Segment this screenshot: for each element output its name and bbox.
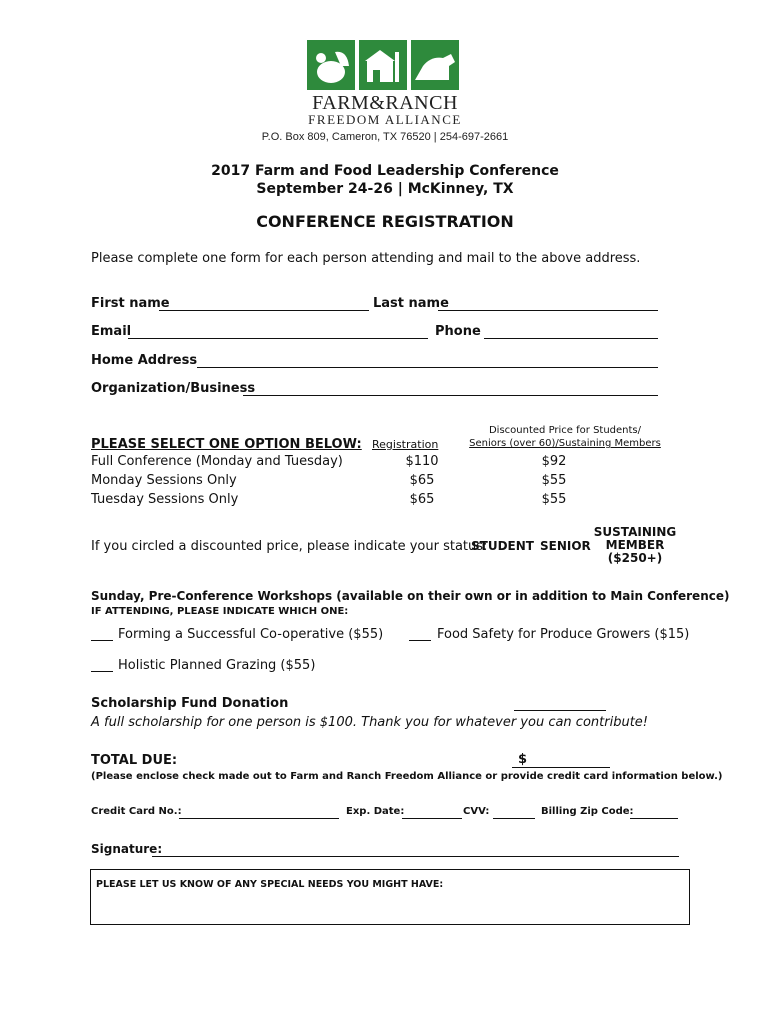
org-address: P.O. Box 809, Cameron, TX 76520 | 254-697-2661 [261,131,509,143]
logo-wordmark: FARM&RANCH [312,92,458,114]
option-discount-price[interactable]: $55 [541,473,567,488]
options-heading: PLEASE SELECT ONE OPTION BELOW: [91,437,362,452]
status-senior[interactable]: SENIOR [540,539,591,553]
cvv-field[interactable] [493,818,535,819]
exp-date-field[interactable] [402,818,462,819]
organization-label: Organization/Business [91,381,256,396]
card-number-field[interactable] [179,818,339,819]
option-price[interactable]: $65 [409,473,435,488]
status-prompt: If you circled a discounted price, please indicate your status: [91,539,488,554]
billing-zip-field[interactable] [630,818,678,819]
workshops-heading [91,589,729,603]
workshops-subheading: IF ATTENDING, PLEASE INDICATE WHICH ONE: [91,606,349,617]
card-number-label: Credit Card No.: [91,806,182,817]
option-discount-price[interactable]: $92 [541,454,567,469]
signature-label: Signature: [91,842,163,856]
special-needs-label: PLEASE LET US KNOW OF ANY SPECIAL NEEDS YOU MIGHT HAVE: [96,879,444,890]
sustaining-line: SUSTAINING [593,525,677,539]
first-name-label: First name [91,296,170,311]
total-note: (Please enclose check made out to Farm and Ranch Freedom Alliance or provide credit card information below.) [91,771,723,782]
cvv-label: CVV: [463,806,490,817]
option-price[interactable]: $110 [405,454,439,469]
billing-zip-label: Billing Zip Code: [541,806,634,817]
registration-header: Registration [372,438,439,451]
home-address-label: Home Address [91,353,198,368]
workshop-option: Forming a Successful Co-operative ($55) [118,627,384,642]
workshop-option: Food Safety for Produce Growers ($15) [437,627,690,642]
special-needs-box[interactable] [90,869,690,925]
option-discount-price[interactable]: $55 [541,492,567,507]
signature-field[interactable] [152,856,679,857]
instructions: Please complete one form for each person attending and mail to the above address. [91,251,641,266]
logo-cow-icon [411,40,459,90]
logo-turkey-icon [307,40,355,90]
workshop-checkbox-line[interactable] [409,640,431,641]
home-address-field[interactable] [197,367,658,368]
status-student[interactable]: STUDENT [471,539,534,553]
status-sustaining-member[interactable] [592,526,678,565]
workshop-option: Holistic Planned Grazing ($55) [118,658,316,673]
total-due-label: TOTAL DUE: [91,753,178,768]
conference-dates: September 24-26 | McKinney, TX [256,181,514,197]
sustaining-line: ($250+) [607,551,663,565]
last-name-label: Last name [373,296,449,311]
option-label: Tuesday Sessions Only [91,492,239,507]
email-label: Email [91,324,132,339]
phone-field[interactable] [484,338,658,339]
option-price[interactable]: $65 [409,492,435,507]
total-currency: $ [518,752,528,767]
scholarship-note: A full scholarship for one person is $100. Thank you for whatever you can contribute! [91,715,649,730]
workshop-checkbox-line[interactable] [91,671,113,672]
exp-date-label: Exp. Date: [346,806,405,817]
organization-field[interactable] [243,395,658,396]
workshops-heading-rest: (available on their own or in addition to Main Conference) [332,589,730,603]
logo-subtitle: FREEDOM ALLIANCE [308,112,462,127]
first-name-field[interactable] [159,310,369,311]
scholarship-heading: Scholarship Fund Donation [91,696,289,711]
page-title: CONFERENCE REGISTRATION [256,212,514,231]
phone-label: Phone [435,324,481,339]
workshops-heading-bold: Sunday, Pre-Conference Workshops [91,589,333,603]
email-field[interactable] [128,338,428,339]
sustaining-line: MEMBER [605,538,665,552]
discount-header-line1: Discounted Price for Students/ [488,425,642,436]
discount-header-line2: Seniors (over 60)/Sustaining Members [469,438,661,449]
logo-barn-icon [359,40,407,90]
option-label: Monday Sessions Only [91,473,237,488]
scholarship-amount-field[interactable] [514,710,606,711]
conference-title: 2017 Farm and Food Leadership Conference [211,163,559,179]
last-name-field[interactable] [438,310,658,311]
total-due-field[interactable] [512,767,610,768]
option-label: Full Conference (Monday and Tuesday) [91,454,343,469]
workshop-checkbox-line[interactable] [91,640,113,641]
